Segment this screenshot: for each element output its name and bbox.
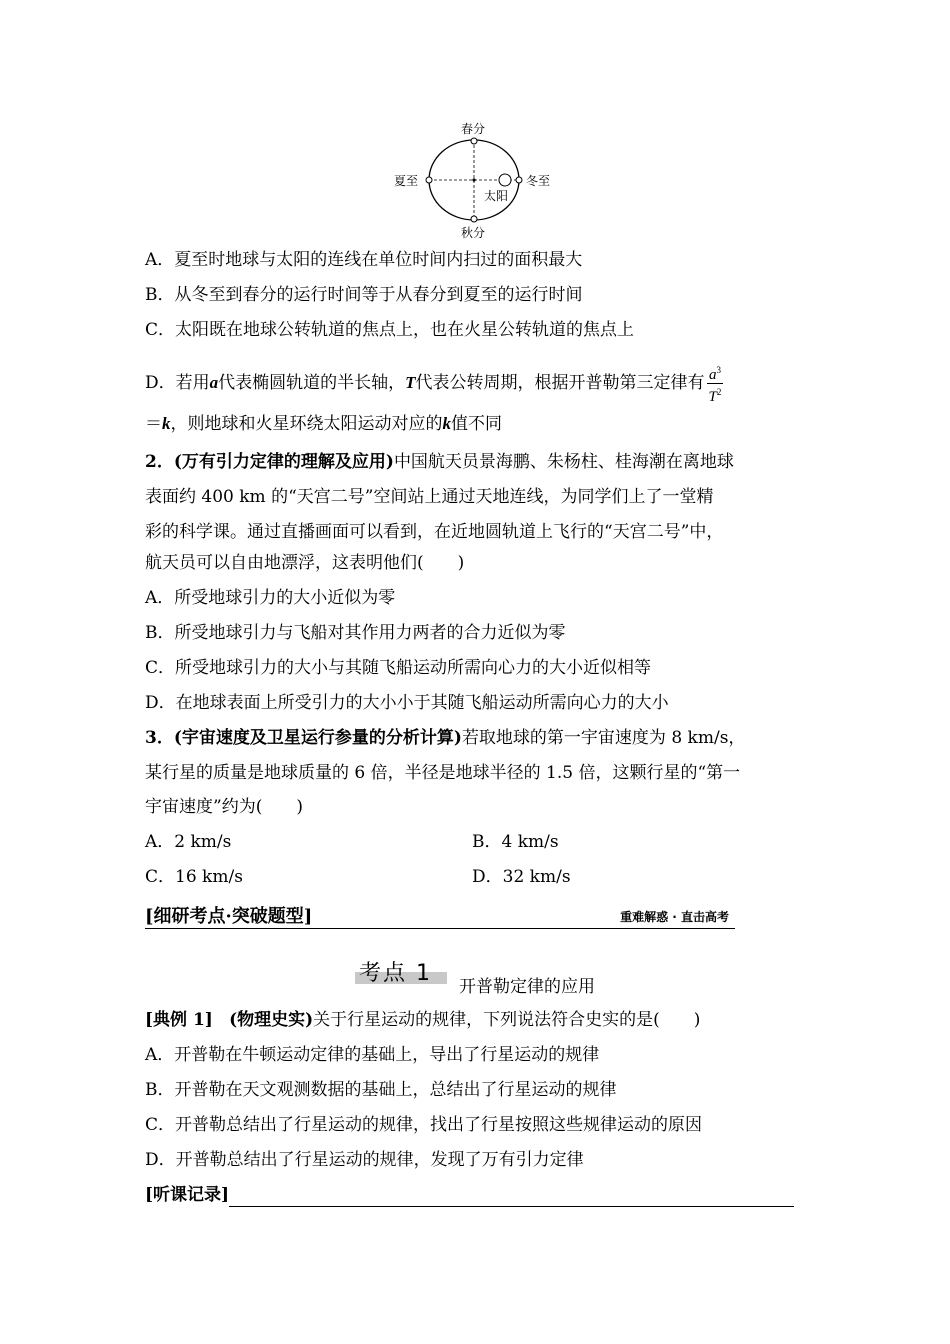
orbit-diagram — [380, 118, 570, 243]
section-title: [细研考点·突破题型] — [145, 906, 313, 927]
q1-option-b: B．从冬至到春分的运行时间等于从春分到夏至的运行时间 — [145, 285, 583, 305]
point-spring — [471, 138, 477, 144]
q2-option-a: A．所受地球引力的大小近似为零 — [145, 588, 396, 608]
frac-den-exp: 2 — [716, 387, 722, 397]
example-option-d: D．开普勒总结出了行星运动的规律，发现了万有引力定律 — [145, 1150, 584, 1170]
sun-icon — [499, 174, 511, 186]
example-stem — [145, 1008, 700, 1032]
notes-label: [听课记录] — [145, 1185, 230, 1205]
q1-d-var-a: a — [209, 373, 219, 392]
q3-stem-line3: 宇宙速度”约为( ) — [145, 797, 303, 817]
point-summer — [426, 177, 432, 183]
q3-stem-line1 — [145, 726, 745, 750]
point-winter — [516, 177, 522, 183]
kaodian-title: 开普勒定律的应用 — [459, 977, 595, 997]
q1-option-c: C．太阳既在地球公转轨道的焦点上，也在火星公转轨道的焦点上 — [145, 320, 635, 340]
q2-stem-line1 — [145, 450, 734, 474]
q2-option-d: D．在地球表面上所受引力的大小小于其随飞船运动所需向心力的大小 — [145, 693, 669, 713]
q3-option-a: A．2 km/s — [145, 832, 232, 852]
label-summer: 夏至 — [394, 174, 419, 188]
label-autumn: 秋分 — [461, 226, 486, 240]
frac-numerator: a — [708, 367, 717, 383]
q2-stem-line2: 表面约 400 km 的“天宫二号”空间站上通过天地连线，为同学们上了一堂精 — [145, 487, 714, 507]
label-winter: 冬至 — [526, 174, 551, 188]
example-question: 关于行星运动的规律，下列说法符合史实的是( ) — [313, 1010, 701, 1030]
q3-line1: 若取地球的第一宇宙速度为 8 km/s， — [461, 728, 746, 748]
center-dot — [472, 178, 475, 181]
q1-d-var-k: k — [162, 414, 171, 433]
q2-option-b: B．所受地球引力与飞船对其作用力两者的合力近似为零 — [145, 623, 566, 643]
section-subtitle: 重难解惑 · 直击高考 — [620, 910, 729, 924]
q2-stem-line4: 航天员可以自由地漂浮，这表明他们( ) — [145, 553, 465, 573]
notes-blank[interactable] — [229, 1186, 794, 1207]
q1-d-text4: ＝ — [145, 414, 162, 434]
q2-number: 2． — [145, 452, 174, 472]
q1-d-text2: 代表椭圆轨道的半长轴， — [218, 373, 406, 393]
frac-denominator: T — [708, 389, 717, 405]
q2-tag: (万有引力定律的理解及应用) — [173, 452, 394, 472]
kepler-fraction — [707, 362, 724, 405]
q2-option-c: C．所受地球引力的大小与其随飞船运动所需向心力的大小近似相等 — [145, 658, 652, 678]
q2-line1: 中国航天员景海鹏、朱杨柱、桂海潮在离地球 — [393, 452, 734, 472]
q1-option-a: A．夏至时地球与太阳的连线在单位时间内扫过的面积最大 — [145, 250, 583, 270]
q2-stem-line3: 彩的科学课。通过直播画面可以看到，在近地圆轨道上飞行的“天宫二号”中， — [145, 522, 724, 542]
section-header — [145, 902, 735, 929]
example-option-a: A．开普勒在牛顿运动定律的基础上，导出了行星运动的规律 — [145, 1045, 600, 1065]
example-sub: (物理史实) — [229, 1010, 314, 1030]
q3-number: 3． — [145, 728, 174, 748]
q1-option-d — [145, 362, 723, 405]
q1-d-text3: 代表公转周期，根据开普勒第三定律有 — [415, 373, 705, 393]
q3-option-c: C．16 km/s — [145, 867, 243, 887]
point-autumn — [471, 216, 477, 222]
q1-option-d-cont — [145, 412, 502, 436]
example-option-b: B．开普勒在天文观测数据的基础上，总结出了行星运动的规律 — [145, 1080, 617, 1100]
example-option-c: C．开普勒总结出了行星运动的规律，找出了行星按照这些规律运动的原因 — [145, 1115, 703, 1135]
q1-d-var-t: T — [405, 373, 416, 392]
q3-option-d: D．32 km/s — [472, 867, 571, 887]
kaodian-label: 考点 1 — [359, 961, 432, 986]
label-spring: 春分 — [461, 122, 486, 136]
q1-d-var-k2: k — [442, 414, 451, 433]
kaodian-badge — [355, 958, 447, 984]
q1-d-text5: ，则地球和火星环绕太阳运动对应的 — [170, 414, 443, 434]
example-tag: [典例 1] — [145, 1010, 213, 1030]
frac-num-exp: 3 — [716, 365, 721, 375]
q3-tag: (宇宙速度及卫星运行参量的分析计算) — [173, 728, 462, 748]
label-sun: 太阳 — [484, 189, 509, 203]
q1-d-text6: 值不同 — [451, 414, 502, 434]
q1-d-text1: D．若用 — [145, 373, 210, 393]
notes-line — [145, 1183, 794, 1207]
q3-stem-line2: 某行星的质量是地球质量的 6 倍，半径是地球半径的 1.5 倍，这颗行星的“第一 — [145, 763, 741, 783]
q3-option-b: B．4 km/s — [472, 832, 559, 852]
